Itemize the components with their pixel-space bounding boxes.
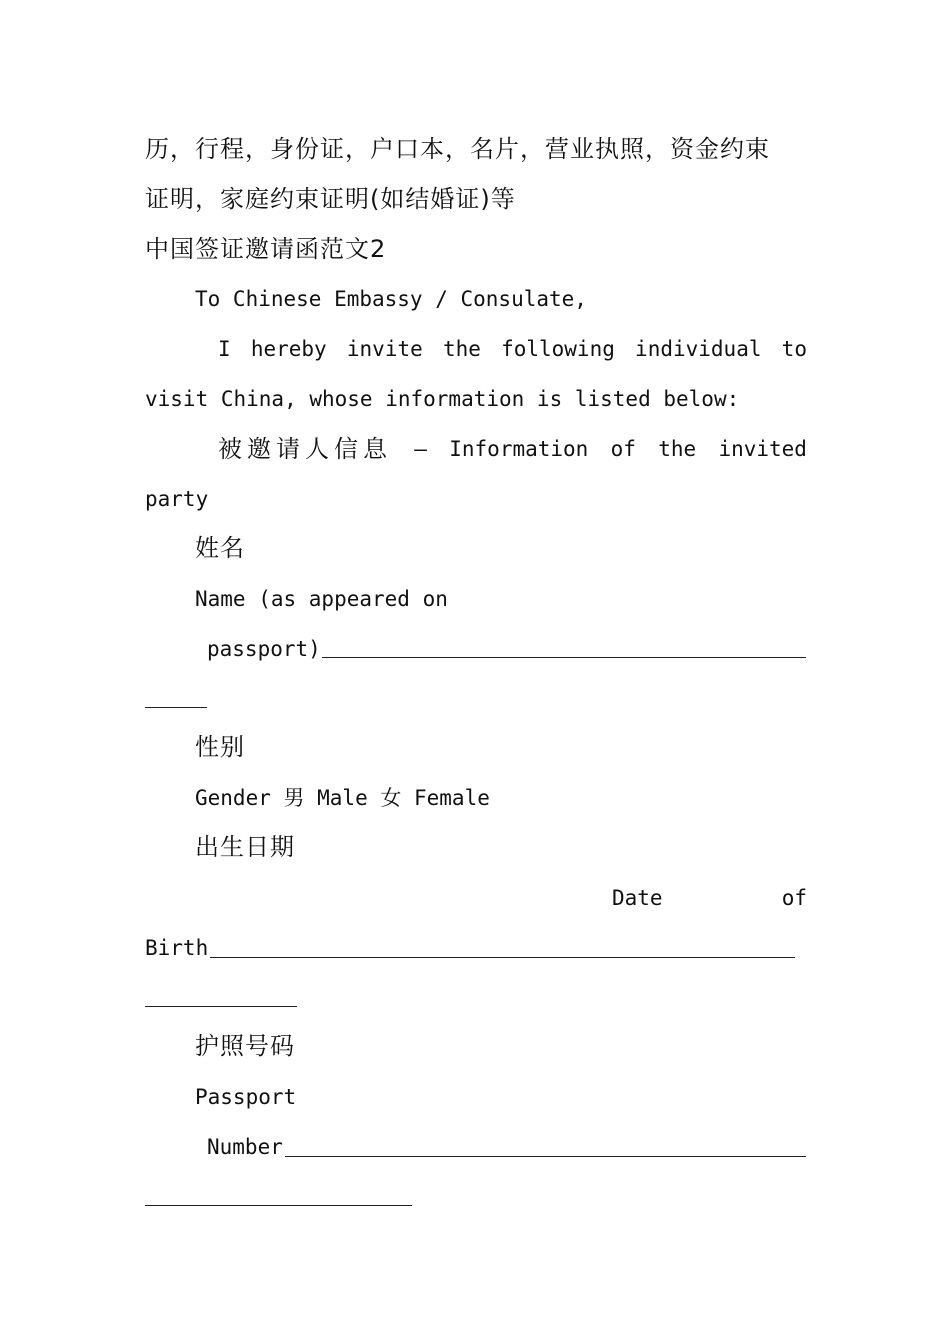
heading-zh: 被邀请人信息 bbox=[218, 435, 392, 463]
section-heading bbox=[145, 434, 807, 464]
word: of bbox=[781, 886, 807, 910]
word: I bbox=[218, 337, 231, 361]
gender-label-zh: 性别 bbox=[195, 733, 245, 761]
dob-label-en-cont: Birth bbox=[145, 936, 209, 960]
name-blank-line[interactable] bbox=[322, 657, 806, 658]
greeting-line: To Chinese Embassy / Consulate, bbox=[195, 287, 587, 311]
passport-label-en-cont: Number bbox=[207, 1135, 283, 1159]
paragraph-line: 证明，家庭约束证明(如结婚证)等 bbox=[145, 185, 516, 213]
dob-label-zh: 出生日期 bbox=[195, 833, 295, 861]
word: following bbox=[501, 337, 615, 361]
gender-options: Gender 男 Male 女 Female bbox=[195, 786, 490, 810]
word: to bbox=[781, 337, 807, 361]
dob-label-en bbox=[612, 883, 807, 913]
name-label-en-cont: passport) bbox=[207, 637, 321, 661]
heading-dash: — bbox=[414, 437, 427, 461]
passport-label-zh: 护照号码 bbox=[195, 1032, 295, 1060]
word: individual bbox=[635, 337, 762, 361]
name-blank-line-cont[interactable] bbox=[145, 707, 207, 708]
word: the bbox=[658, 437, 697, 461]
word: hereby bbox=[250, 337, 327, 361]
dob-blank-line-cont[interactable] bbox=[145, 1006, 297, 1007]
passport-blank-line[interactable] bbox=[285, 1156, 806, 1157]
body-line bbox=[145, 334, 807, 364]
word: invite bbox=[346, 337, 423, 361]
word: the bbox=[442, 337, 481, 361]
body-line: visit China, whose information is listed below: bbox=[145, 387, 740, 411]
section-title: 中国签证邀请函范文2 bbox=[145, 235, 387, 263]
word: Information bbox=[449, 437, 589, 461]
word: of bbox=[610, 437, 636, 461]
word: Date bbox=[612, 886, 663, 910]
word: invited bbox=[718, 437, 807, 461]
name-label-en: Name (as appeared on bbox=[195, 587, 448, 611]
paragraph-line: 历，行程，身份证，户口本，名片，营业执照，资金约束 bbox=[145, 135, 770, 163]
name-label-zh: 姓名 bbox=[195, 534, 245, 562]
passport-label-en: Passport bbox=[195, 1085, 297, 1109]
passport-blank-line-cont[interactable] bbox=[145, 1205, 412, 1206]
section-heading-cont: party bbox=[145, 487, 209, 511]
dob-blank-line[interactable] bbox=[210, 957, 795, 958]
